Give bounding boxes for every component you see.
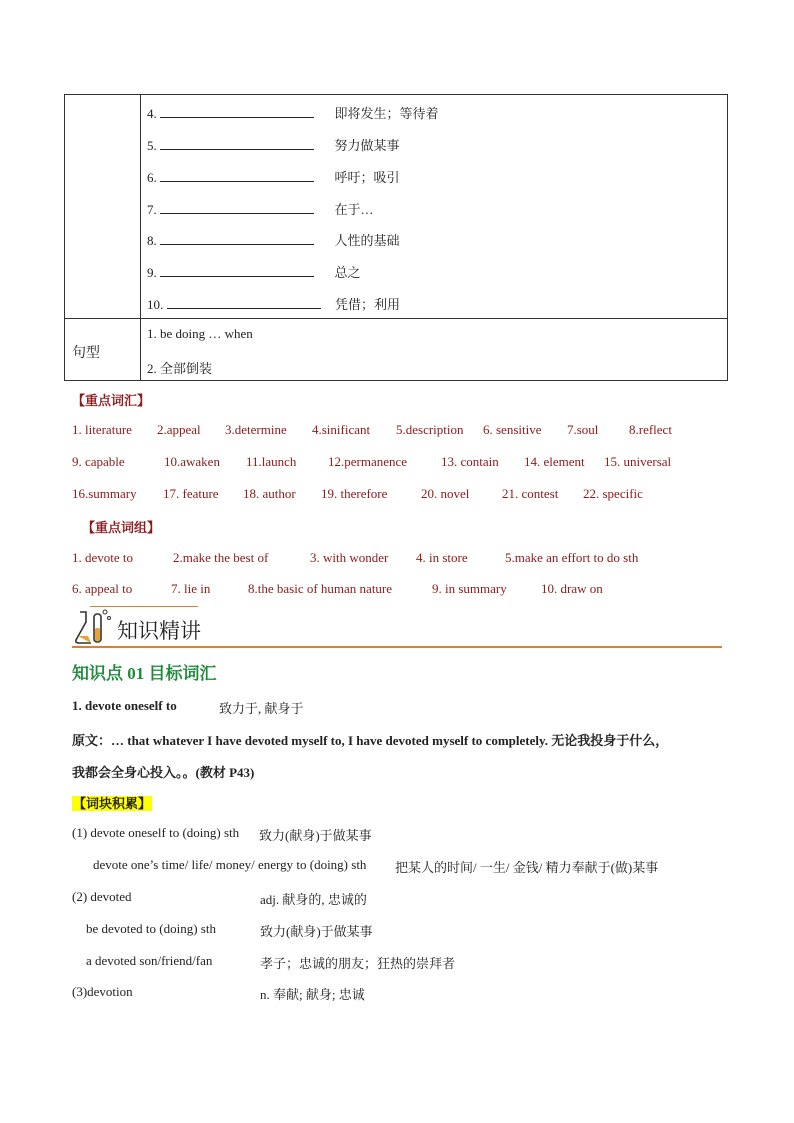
- usage-meaning: adj. 献身的, 忠诚的: [260, 892, 367, 907]
- row-number: 6.: [147, 170, 157, 185]
- phrase-item: 1. devote to: [72, 550, 134, 565]
- row-number: 8.: [147, 233, 157, 248]
- row-number: 10.: [147, 297, 164, 312]
- vocab-item: 17. feature: [163, 486, 219, 501]
- usage-line: be devoted to (doing) sth: [86, 921, 216, 936]
- row-number: 7.: [147, 202, 157, 217]
- table-row: [147, 294, 400, 313]
- chunk-label: 【词块积累】: [73, 796, 152, 811]
- vocab-item: 7.soul: [567, 422, 599, 437]
- answer-blank[interactable]: [167, 296, 321, 309]
- table-divider-vertical: [140, 94, 141, 381]
- sentence-pattern-label: 句型: [72, 346, 100, 361]
- vocab-item: 6. sensitive: [483, 422, 542, 437]
- vocab-item: 11.launch: [246, 454, 297, 469]
- row-meaning: 即将发生；等待着: [334, 106, 439, 121]
- vocab-item: 9. capable: [72, 454, 125, 469]
- answer-blank[interactable]: [160, 137, 314, 150]
- key-phrases-heading: 【重点词组】: [82, 520, 161, 535]
- usage-line: a devoted son/friend/fan: [86, 953, 213, 968]
- key-vocab-heading: 【重点词汇】: [72, 393, 151, 408]
- table-row: [147, 199, 374, 218]
- table-row: [147, 230, 400, 249]
- row-meaning: 在于…: [334, 202, 374, 217]
- vocab-item: 20. novel: [421, 486, 470, 501]
- vocab-item: 13. contain: [441, 454, 499, 469]
- row-meaning: 总之: [334, 265, 361, 280]
- answer-blank[interactable]: [160, 232, 314, 245]
- vocab-item: 18. author: [243, 486, 296, 501]
- entry-headword: 1. devote oneself to: [72, 698, 177, 713]
- answer-blank[interactable]: [160, 169, 314, 182]
- vocab-item: 2.appeal: [157, 422, 201, 437]
- row-meaning: 凭借；利用: [335, 297, 401, 312]
- flask-icon: [72, 606, 112, 646]
- vocab-item: 1. literature: [72, 422, 132, 437]
- usage-line: (3)devotion: [72, 984, 133, 999]
- usage-line: (2) devoted: [72, 889, 132, 904]
- phrase-item: 6. appeal to: [72, 581, 133, 596]
- original-sentence-cont: 我都会全身心投入。。(教材 P43): [72, 765, 255, 780]
- row-meaning: 呼吁；吸引: [334, 170, 400, 185]
- sentence-pattern-item: 1. be doing … when: [147, 326, 253, 341]
- usage-meaning: 孝子；忠诚的朋友；狂热的崇拜者: [260, 956, 456, 971]
- vocab-item: 16.summary: [72, 486, 137, 501]
- sentence-pattern-item: 2. 全部倒装: [147, 361, 213, 376]
- phrase-item: 10. draw on: [541, 581, 603, 596]
- vocab-item: 5.description: [396, 422, 464, 437]
- answer-blank[interactable]: [160, 264, 314, 277]
- vocab-item: 12.permanence: [328, 454, 408, 469]
- vocab-item: 21. contest: [502, 486, 559, 501]
- table-divider-horizontal: [64, 318, 728, 319]
- vocab-item: 14. element: [524, 454, 585, 469]
- row-meaning: 人性的基础: [334, 233, 400, 248]
- original-sentence: 原文：… that whatever I have devoted myself to, I have devoted myself to completely. 无论我投身于什么，: [72, 733, 669, 748]
- section-divider: [72, 646, 722, 648]
- row-meaning: 努力做某事: [334, 138, 400, 153]
- usage-meaning: 致力(献身)于做某事: [260, 924, 373, 939]
- vocab-item: 15. universal: [604, 454, 672, 469]
- entry-headword-meaning: 致力于, 献身于: [219, 701, 304, 716]
- table-row: [147, 103, 439, 122]
- vocab-item: 10.awaken: [164, 454, 220, 469]
- usage-meaning: 把某人的时间/ 一生/ 金钱/ 精力奉献于(做)某事: [395, 860, 659, 875]
- phrase-item: 7. lie in: [171, 581, 211, 596]
- vocab-item: 19. therefore: [321, 486, 388, 501]
- table-row: [147, 167, 400, 186]
- usage-line: (1) devote oneself to (doing) sth: [72, 825, 240, 840]
- vocab-item: 22. specific: [583, 486, 643, 501]
- section-title: 知识精讲: [117, 619, 201, 643]
- vocab-item: 8.reflect: [629, 422, 672, 437]
- knowledge-point-heading: 知识点 01 目标词汇: [72, 664, 217, 683]
- vocab-item: 3.determine: [225, 422, 287, 437]
- answer-blank[interactable]: [160, 105, 314, 118]
- phrase-item: 3. with wonder: [310, 550, 389, 565]
- vocab-item: 4.sinificant: [312, 422, 371, 437]
- phrase-item: 2.make the best of: [173, 550, 269, 565]
- table-row: [147, 262, 361, 281]
- row-number: 4.: [147, 106, 157, 121]
- usage-meaning: n. 奉献; 献身; 忠诚: [260, 987, 365, 1002]
- usage-meaning: 致力(献身)于做某事: [259, 828, 372, 843]
- answer-blank[interactable]: [160, 201, 314, 214]
- phrase-item: 8.the basic of human nature: [248, 581, 393, 596]
- table-row: [147, 135, 400, 154]
- phrase-item: 5.make an effort to do sth: [505, 550, 639, 565]
- usage-line: devote one’s time/ life/ money/ energy to (doing) sth: [93, 857, 367, 872]
- row-number: 5.: [147, 138, 157, 153]
- phrase-item: 4. in store: [416, 550, 468, 565]
- row-number: 9.: [147, 265, 157, 280]
- phrase-item: 9. in summary: [432, 581, 507, 596]
